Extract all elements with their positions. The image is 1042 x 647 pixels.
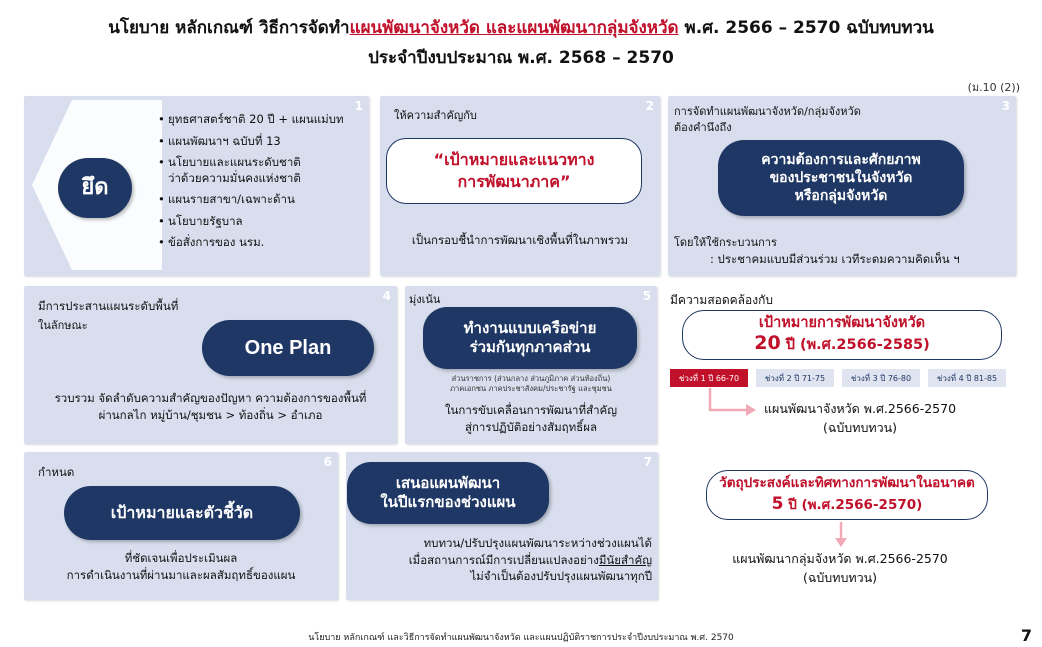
panel-caption: รวบรวม จัดลำดับความสำคัญของปัญหา ความต้องการของพื้นที่ ผ่านกลไก หมู่บ้าน/ชุมชน > ท้องถิ่น > อำเภอ (54, 391, 367, 422)
panel-label: ต้องคำนึงถึง (674, 121, 732, 134)
list-item: • แผนพัฒนาฯ ฉบับที่ 13 (158, 134, 358, 150)
process-text: : ประชาคมแบบมีส่วนร่วม เวทีระดมความคิดเห็น ฯ (710, 252, 960, 266)
regional-goal-quote: “เป้าหมายและแนวทาง การพัฒนาภาค” (386, 138, 642, 204)
propose-plan-pill: เสนอแผนพัฒนา ในปีแรกของช่วงแผน (347, 462, 549, 524)
network-members: ส่วนราชการ (ส่วนกลาง ส่วนภูมิภาค ส่วนท้องถิ่น) ภาคเอกชน ภาคประชาสังคม/ประชารัฐ และชุมชน (450, 374, 612, 393)
page-title: นโยบาย หลักเกณฑ์ วิธีการจัดทำแผนพัฒนาจังหวัด และแผนพัฒนากลุ่มจังหวัด พ.ศ. 2566 – 2570 ฉบับทบทวน (108, 18, 934, 38)
people-needs-pill: ความต้องการและศักยภาพ ของประชาชนในจังหวัด หรือกลุ่มจังหวัด (718, 140, 964, 216)
consistency-label: มีความสอดคล้องกับ (670, 293, 773, 307)
significance-emphasis: มีนัยสำคัญ (598, 552, 652, 567)
panel-number: 5 (642, 289, 651, 303)
phase-3-badge: ช่วงที่ 3 ปี 76-80 (842, 369, 920, 387)
phase-1-badge: ช่วงที่ 1 ปี 66-70 (670, 369, 748, 387)
panel-caption: ทบทวน/ปรับปรุงแผนพัฒนาระหว่างช่วงแผนได้ เมื่อสถานการณ์มีการเปลี่ยนแปลงอย่างมีนัยสำคัญ ไม่จำเป็นต้องปรับปรุงแผนพัฒนาทุกปี (408, 536, 652, 584)
document-code: (ม.10 (2)) (967, 81, 1020, 94)
title-highlight: แผนพัฒนาจังหวัด และแผนพัฒนากลุ่มจังหวัด (349, 18, 679, 38)
footer-text: นโยบาย หลักเกณฑ์ และวิธีการจัดทำแผนพัฒนาจังหวัด และแผนปฏิบัติราชการประจำปีงบประมาณ พ.ศ. 2570 (308, 633, 734, 643)
panel-number: 2 (645, 99, 654, 113)
group-goal-box: วัตถุประสงค์และทิศทางการพัฒนาในอนาคต 5 ปี (พ.ศ.2566-2570) (706, 470, 988, 520)
province-goal-box: เป้าหมายการพัฒนาจังหวัด 20 ปี (พ.ศ.2566-2585) (682, 310, 1002, 360)
panel-label: ในลักษณะ (38, 319, 88, 332)
panel-number: 4 (382, 289, 391, 303)
panel-number: 7 (643, 455, 652, 469)
panel-label: กำหนด (38, 465, 75, 479)
panel-caption: เป็นกรอบชี้นำการพัฒนาเชิงพื้นที่ในภาพรวม (411, 233, 629, 247)
list-item: • แผนรายสาขา/เฉพาะด้าน (158, 192, 358, 208)
panel-label: การจัดทำแผนพัฒนาจังหวัด/กลุ่มจังหวัด (674, 105, 861, 118)
panel-number: 3 (1001, 99, 1010, 113)
uphold-list (158, 112, 358, 257)
panel-caption: ที่ชัดเจนเพื่อประเมินผล การดำเนินงานที่ผ่านมาและผลสัมฤทธิ์ของแผน (66, 551, 296, 582)
network-pill: ทำงานแบบเครือข่าย ร่วมกันทุกภาคส่วน (423, 307, 637, 369)
list-item: • นโยบายและแผนระดับชาติ ว่าด้วยความมั่นคงแห่งชาติ (158, 155, 358, 186)
group-plan-title: แผนพัฒนากลุ่มจังหวัด พ.ศ.2566-2570 (ฉบับทบทวน) (732, 551, 948, 585)
page-subtitle: ประจำปีงบประมาณ พ.ศ. 2568 – 2570 (368, 48, 674, 68)
panel-caption: ในการขับเคลื่อนการพัฒนาที่สำคัญ สู่การปฏิบัติอย่างสัมฤทธิ์ผล (444, 403, 618, 434)
keyword-uphold: ยึด (58, 158, 132, 218)
process-label: โดยให้ใช้กระบวนการ (674, 236, 777, 249)
one-plan-pill: One Plan (202, 320, 374, 376)
panel-number: 1 (354, 99, 363, 113)
list-item: • ข้อสั่งการของ นรม. (158, 235, 358, 251)
arrow-down-icon (832, 522, 850, 548)
page-number: 7 (1020, 626, 1032, 645)
panel-label: ให้ความสำคัญกับ (394, 109, 477, 122)
list-item: • นโยบายรัฐบาล (158, 214, 358, 230)
indicators-pill: เป้าหมายและตัวชี้วัด (64, 486, 300, 540)
phase-4-badge: ช่วงที่ 4 ปี 81-85 (928, 369, 1006, 387)
province-plan-title: แผนพัฒนาจังหวัด พ.ศ.2566-2570 (ฉบับทบทวน) (763, 401, 957, 435)
panel-number: 6 (323, 455, 332, 469)
list-item: • ยุทธศาสตร์ชาติ 20 ปี + แผนแม่บท (158, 112, 358, 128)
phase-2-badge: ช่วงที่ 2 ปี 71-75 (756, 369, 834, 387)
panel-label: มุ่งเน้น (409, 293, 441, 306)
panel-label: มีการประสานแผนระดับพื้นที่ (38, 299, 179, 313)
